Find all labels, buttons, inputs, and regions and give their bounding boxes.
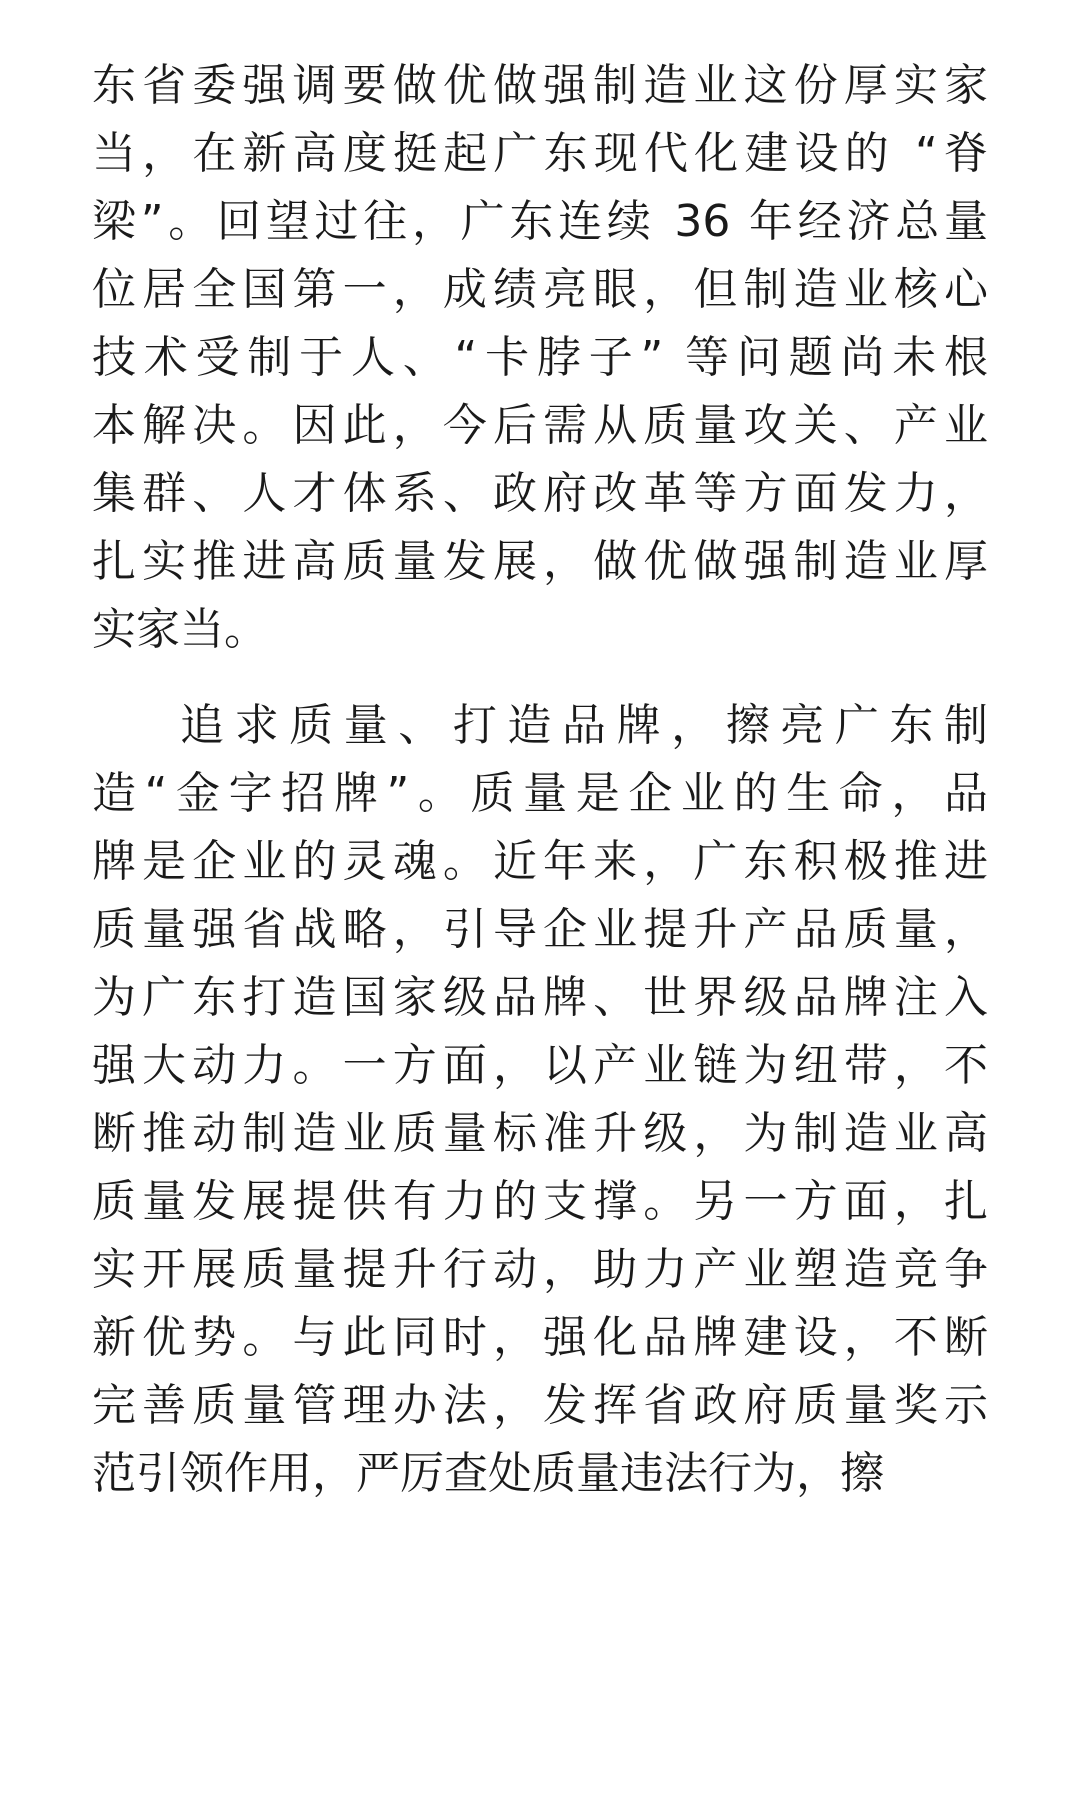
text-line: 牌是企业的灵魂。近年来，广东积极推进 (92, 836, 988, 887)
text-line: 本解决。因此，今后需从质量攻关、产业 (92, 400, 988, 451)
text-line: 新优势。与此同时，强化品牌建设，不断 (92, 1312, 988, 1363)
text-line: 东省委强调要做优做强制造业这份厚实家 (92, 60, 988, 111)
text-line: 实开展质量提升行动，助力产业塑造竞争 (92, 1244, 988, 1295)
text-line: 质量强省战略，引导企业提升产品质量， (92, 904, 988, 955)
text-line: 扎实推进高质量发展，做优做强制造业厚 (92, 536, 988, 587)
text-line: 实家当。 (92, 604, 268, 655)
text-line: 技术受制于人、“卡脖子” 等问题尚未根 (92, 332, 988, 383)
text-line: 当，在新高度挺起广东现代化建设的 “脊 (92, 128, 988, 179)
text-line: 为广东打造国家级品牌、世界级品牌注入 (92, 972, 988, 1023)
text-line: 完善质量管理办法，发挥省政府质量奖示 (92, 1380, 988, 1431)
text-line: 集群、人才体系、政府改革等方面发力， (92, 468, 988, 519)
text-line: 追求质量、打造品牌，擦亮广东制 (180, 700, 988, 751)
text-line: 造“金字招牌”。质量是企业的生命，品 (92, 768, 988, 819)
text-line: 梁”。回望过往，广东连续 36 年经济总量 (92, 196, 988, 247)
text-line: 范引领作用，严厉查处质量违法行为，擦 (92, 1448, 884, 1499)
text-line: 位居全国第一，成绩亮眼，但制造业核心 (92, 264, 988, 315)
text-line: 质量发展提供有力的支撑。另一方面，扎 (92, 1176, 988, 1227)
text-line: 断推动制造业质量标准升级，为制造业高 (92, 1108, 988, 1159)
text-line: 强大动力。一方面，以产业链为纽带，不 (92, 1040, 988, 1091)
